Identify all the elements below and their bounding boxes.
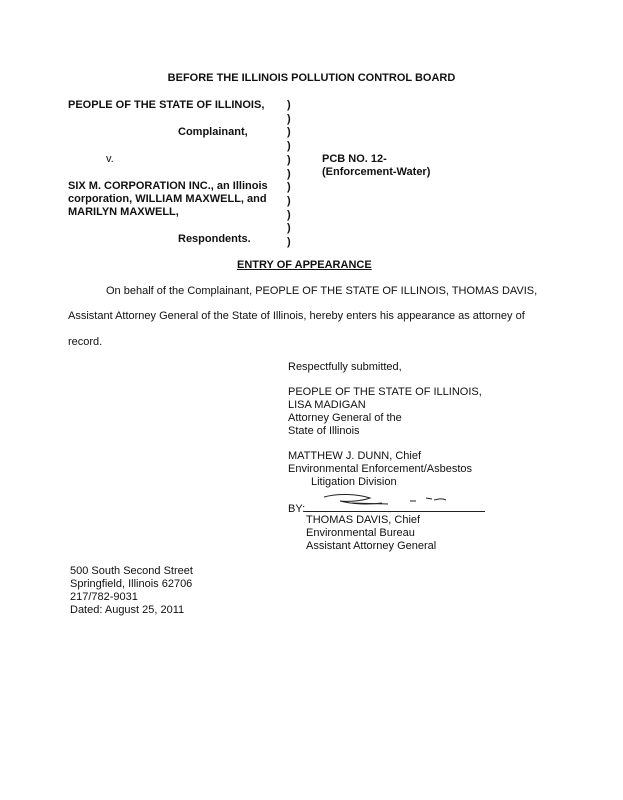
- document-heading: ENTRY OF APPEARANCE: [237, 259, 372, 271]
- page-title: BEFORE THE ILLINOIS POLLUTION CONTROL BOARD: [167, 72, 456, 84]
- address-city: Springfield, Illinois 62706: [70, 578, 193, 590]
- paren: ): [287, 99, 291, 111]
- party-name: PEOPLE OF THE STATE OF ILLINOIS,: [288, 386, 482, 398]
- paren: ): [287, 222, 291, 235]
- defendant-line-3: MARILYN MAXWELL,: [68, 206, 179, 218]
- chief-division-1: Environmental Enforcement/Asbestos: [288, 463, 473, 475]
- signer-bureau: Environmental Bureau: [306, 527, 415, 539]
- paragraph-line-1: On behalf of the Complainant, PEOPLE OF THE STATE OF ILLINOIS, THOMAS DAVIS,: [106, 285, 538, 297]
- signer-name: THOMAS DAVIS, Chief: [306, 514, 421, 526]
- paren: ): [287, 167, 291, 180]
- versus-label: v.: [106, 153, 114, 165]
- paren: ): [287, 181, 291, 194]
- attorney-general-name: LISA MADIGAN: [288, 399, 366, 411]
- caption-parens: [287, 99, 291, 250]
- plaintiff-name: PEOPLE OF THE STATE OF ILLINOIS,: [68, 99, 265, 111]
- signer-title: Assistant Attorney General: [306, 540, 437, 552]
- address-street: 500 South Second Street: [70, 565, 193, 577]
- paragraph-line-3: record.: [68, 336, 103, 348]
- paren: ): [287, 153, 291, 166]
- address-phone: 217/782-9031: [70, 591, 138, 603]
- paren: ): [287, 208, 291, 221]
- paren: ): [287, 236, 291, 249]
- defendant-line-1: SIX M. CORPORATION INC., an Illinois: [68, 180, 268, 192]
- paragraph-line-2: Assistant Attorney General of the State of Illinois, hereby enters his appearance as attorney of: [68, 310, 525, 322]
- respondents-label: Respondents.: [178, 233, 251, 245]
- signature-line: [304, 511, 485, 512]
- attorney-general-title-2: State of Illinois: [288, 425, 360, 437]
- chief-division-2: Litigation Division: [311, 476, 397, 488]
- attorney-general-title-1: Attorney General of the: [288, 412, 402, 424]
- case-number: PCB NO. 12-: [322, 153, 387, 165]
- paren: ): [287, 140, 291, 153]
- paren: ): [287, 126, 291, 139]
- defendant-line-2: corporation, WILLIAM MAXWELL, and: [68, 193, 267, 205]
- by-label: BY:: [288, 503, 306, 515]
- closing: Respectfully submitted,: [288, 361, 402, 373]
- complainant-label: Complainant,: [178, 126, 248, 138]
- paren: ): [287, 194, 291, 207]
- chief-name: MATTHEW J. DUNN, Chief: [288, 450, 422, 462]
- handwritten-signature: [318, 489, 458, 511]
- date-line: Dated: August 25, 2011: [70, 604, 185, 616]
- case-type: (Enforcement-Water): [322, 166, 431, 178]
- paren: ): [287, 112, 291, 125]
